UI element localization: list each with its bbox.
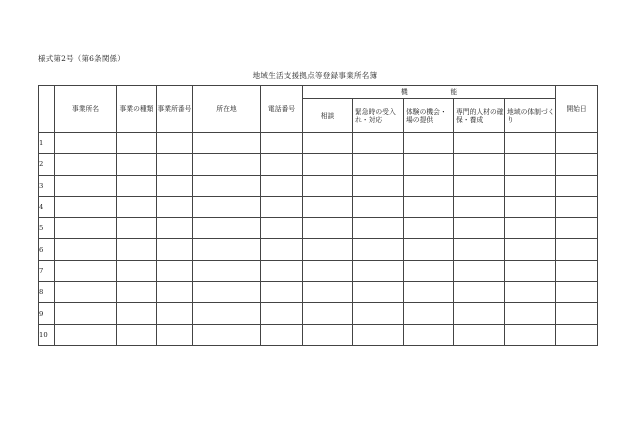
specialist-training-cell: [454, 260, 505, 281]
phone-cell: [261, 324, 303, 345]
start-date-cell: [556, 260, 598, 281]
business-type-cell: [117, 324, 157, 345]
consultation-cell: [303, 154, 353, 175]
row-number: 8: [39, 282, 55, 303]
specialist-training-cell: [454, 303, 505, 324]
emergency-response-cell: [353, 218, 404, 239]
table-row: [39, 260, 598, 281]
business-type-cell: [117, 282, 157, 303]
address-cell: [193, 282, 261, 303]
header-business-type: 事業の種類: [117, 86, 157, 133]
community-system-cell: [505, 282, 556, 303]
start-date-cell: [556, 154, 598, 175]
emergency-response-cell: [353, 260, 404, 281]
emergency-response-cell: [353, 133, 404, 154]
specialist-training-cell: [454, 218, 505, 239]
consultation-cell: [303, 218, 353, 239]
header-office-name: 事業所名: [55, 86, 117, 133]
phone-cell: [261, 154, 303, 175]
community-system-cell: [505, 260, 556, 281]
document-title: 地域生活支援拠点等登録事業所名簿: [252, 71, 378, 80]
header-phone: 電話番号: [261, 86, 303, 133]
office-number-cell: [157, 303, 193, 324]
office-number-cell: [157, 175, 193, 196]
table-row: [39, 324, 598, 345]
business-type-cell: [117, 154, 157, 175]
row-number: 9: [39, 303, 55, 324]
form-code: 様式第2号（第6条関係）: [38, 54, 125, 63]
office-number-cell: [157, 133, 193, 154]
header-function-group: 機 能: [303, 86, 556, 99]
business-type-cell: [117, 260, 157, 281]
office-number-cell: [157, 196, 193, 217]
specialist-training-cell: [454, 196, 505, 217]
header-specialist-training: 専門的人材の確保・養成: [454, 99, 505, 133]
address-cell: [193, 175, 261, 196]
emergency-response-cell: [353, 324, 404, 345]
header-number: [39, 86, 55, 133]
row-number: 5: [39, 218, 55, 239]
start-date-cell: [556, 282, 598, 303]
community-system-cell: [505, 133, 556, 154]
row-number: 10: [39, 324, 55, 345]
office-name-cell: [55, 239, 117, 260]
office-name-cell: [55, 175, 117, 196]
specialist-training-cell: [454, 282, 505, 303]
experience-opportunity-cell: [404, 303, 454, 324]
table-row: [39, 282, 598, 303]
community-system-cell: [505, 324, 556, 345]
table-row: [39, 239, 598, 260]
address-cell: [193, 239, 261, 260]
emergency-response-cell: [353, 175, 404, 196]
consultation-cell: [303, 303, 353, 324]
office-number-cell: [157, 218, 193, 239]
table-row: [39, 303, 598, 324]
consultation-cell: [303, 260, 353, 281]
emergency-response-cell: [353, 303, 404, 324]
header-office-number: 事業所番号: [157, 86, 193, 133]
phone-cell: [261, 282, 303, 303]
header-community-system: 地域の体制づくり: [505, 99, 556, 133]
office-number-cell: [157, 324, 193, 345]
consultation-cell: [303, 175, 353, 196]
row-number: 2: [39, 154, 55, 175]
office-name-cell: [55, 303, 117, 324]
address-cell: [193, 324, 261, 345]
business-type-cell: [117, 218, 157, 239]
header-experience-opportunity: 体験の機会・場の提供: [404, 99, 454, 133]
address-cell: [193, 303, 261, 324]
community-system-cell: [505, 239, 556, 260]
emergency-response-cell: [353, 239, 404, 260]
start-date-cell: [556, 133, 598, 154]
address-cell: [193, 154, 261, 175]
phone-cell: [261, 303, 303, 324]
experience-opportunity-cell: [404, 260, 454, 281]
consultation-cell: [303, 196, 353, 217]
header-consultation: 相談: [303, 99, 353, 133]
office-name-cell: [55, 260, 117, 281]
registry-table: [38, 85, 598, 346]
office-name-cell: [55, 196, 117, 217]
specialist-training-cell: [454, 239, 505, 260]
specialist-training-cell: [454, 324, 505, 345]
start-date-cell: [556, 303, 598, 324]
start-date-cell: [556, 324, 598, 345]
address-cell: [193, 260, 261, 281]
community-system-cell: [505, 154, 556, 175]
business-type-cell: [117, 175, 157, 196]
header-emergency-response: 緊急時の受入れ・対応: [353, 99, 404, 133]
experience-opportunity-cell: [404, 133, 454, 154]
experience-opportunity-cell: [404, 218, 454, 239]
consultation-cell: [303, 324, 353, 345]
row-number: 7: [39, 260, 55, 281]
office-number-cell: [157, 282, 193, 303]
office-name-cell: [55, 324, 117, 345]
phone-cell: [261, 218, 303, 239]
row-number: 1: [39, 133, 55, 154]
office-name-cell: [55, 154, 117, 175]
table-row: [39, 133, 598, 154]
row-number: 4: [39, 196, 55, 217]
table-row: [39, 175, 598, 196]
office-number-cell: [157, 154, 193, 175]
business-type-cell: [117, 303, 157, 324]
phone-cell: [261, 175, 303, 196]
business-type-cell: [117, 196, 157, 217]
experience-opportunity-cell: [404, 154, 454, 175]
start-date-cell: [556, 239, 598, 260]
business-type-cell: [117, 239, 157, 260]
consultation-cell: [303, 282, 353, 303]
specialist-training-cell: [454, 175, 505, 196]
office-name-cell: [55, 133, 117, 154]
experience-opportunity-cell: [404, 282, 454, 303]
header-address: 所在地: [193, 86, 261, 133]
emergency-response-cell: [353, 154, 404, 175]
phone-cell: [261, 260, 303, 281]
community-system-cell: [505, 196, 556, 217]
office-number-cell: [157, 260, 193, 281]
table-row: [39, 218, 598, 239]
start-date-cell: [556, 196, 598, 217]
phone-cell: [261, 239, 303, 260]
experience-opportunity-cell: [404, 239, 454, 260]
business-type-cell: [117, 133, 157, 154]
experience-opportunity-cell: [404, 196, 454, 217]
row-number: 3: [39, 175, 55, 196]
table-row: [39, 154, 598, 175]
address-cell: [193, 133, 261, 154]
specialist-training-cell: [454, 133, 505, 154]
row-number: 6: [39, 239, 55, 260]
phone-cell: [261, 133, 303, 154]
registry-body: [39, 133, 598, 346]
address-cell: [193, 218, 261, 239]
header-start-date: 開始日: [556, 86, 598, 133]
office-number-cell: [157, 239, 193, 260]
office-name-cell: [55, 282, 117, 303]
table-row: [39, 196, 598, 217]
consultation-cell: [303, 133, 353, 154]
community-system-cell: [505, 303, 556, 324]
community-system-cell: [505, 218, 556, 239]
consultation-cell: [303, 239, 353, 260]
specialist-training-cell: [454, 154, 505, 175]
office-name-cell: [55, 218, 117, 239]
emergency-response-cell: [353, 282, 404, 303]
experience-opportunity-cell: [404, 175, 454, 196]
start-date-cell: [556, 218, 598, 239]
address-cell: [193, 196, 261, 217]
phone-cell: [261, 196, 303, 217]
experience-opportunity-cell: [404, 324, 454, 345]
emergency-response-cell: [353, 196, 404, 217]
start-date-cell: [556, 175, 598, 196]
community-system-cell: [505, 175, 556, 196]
